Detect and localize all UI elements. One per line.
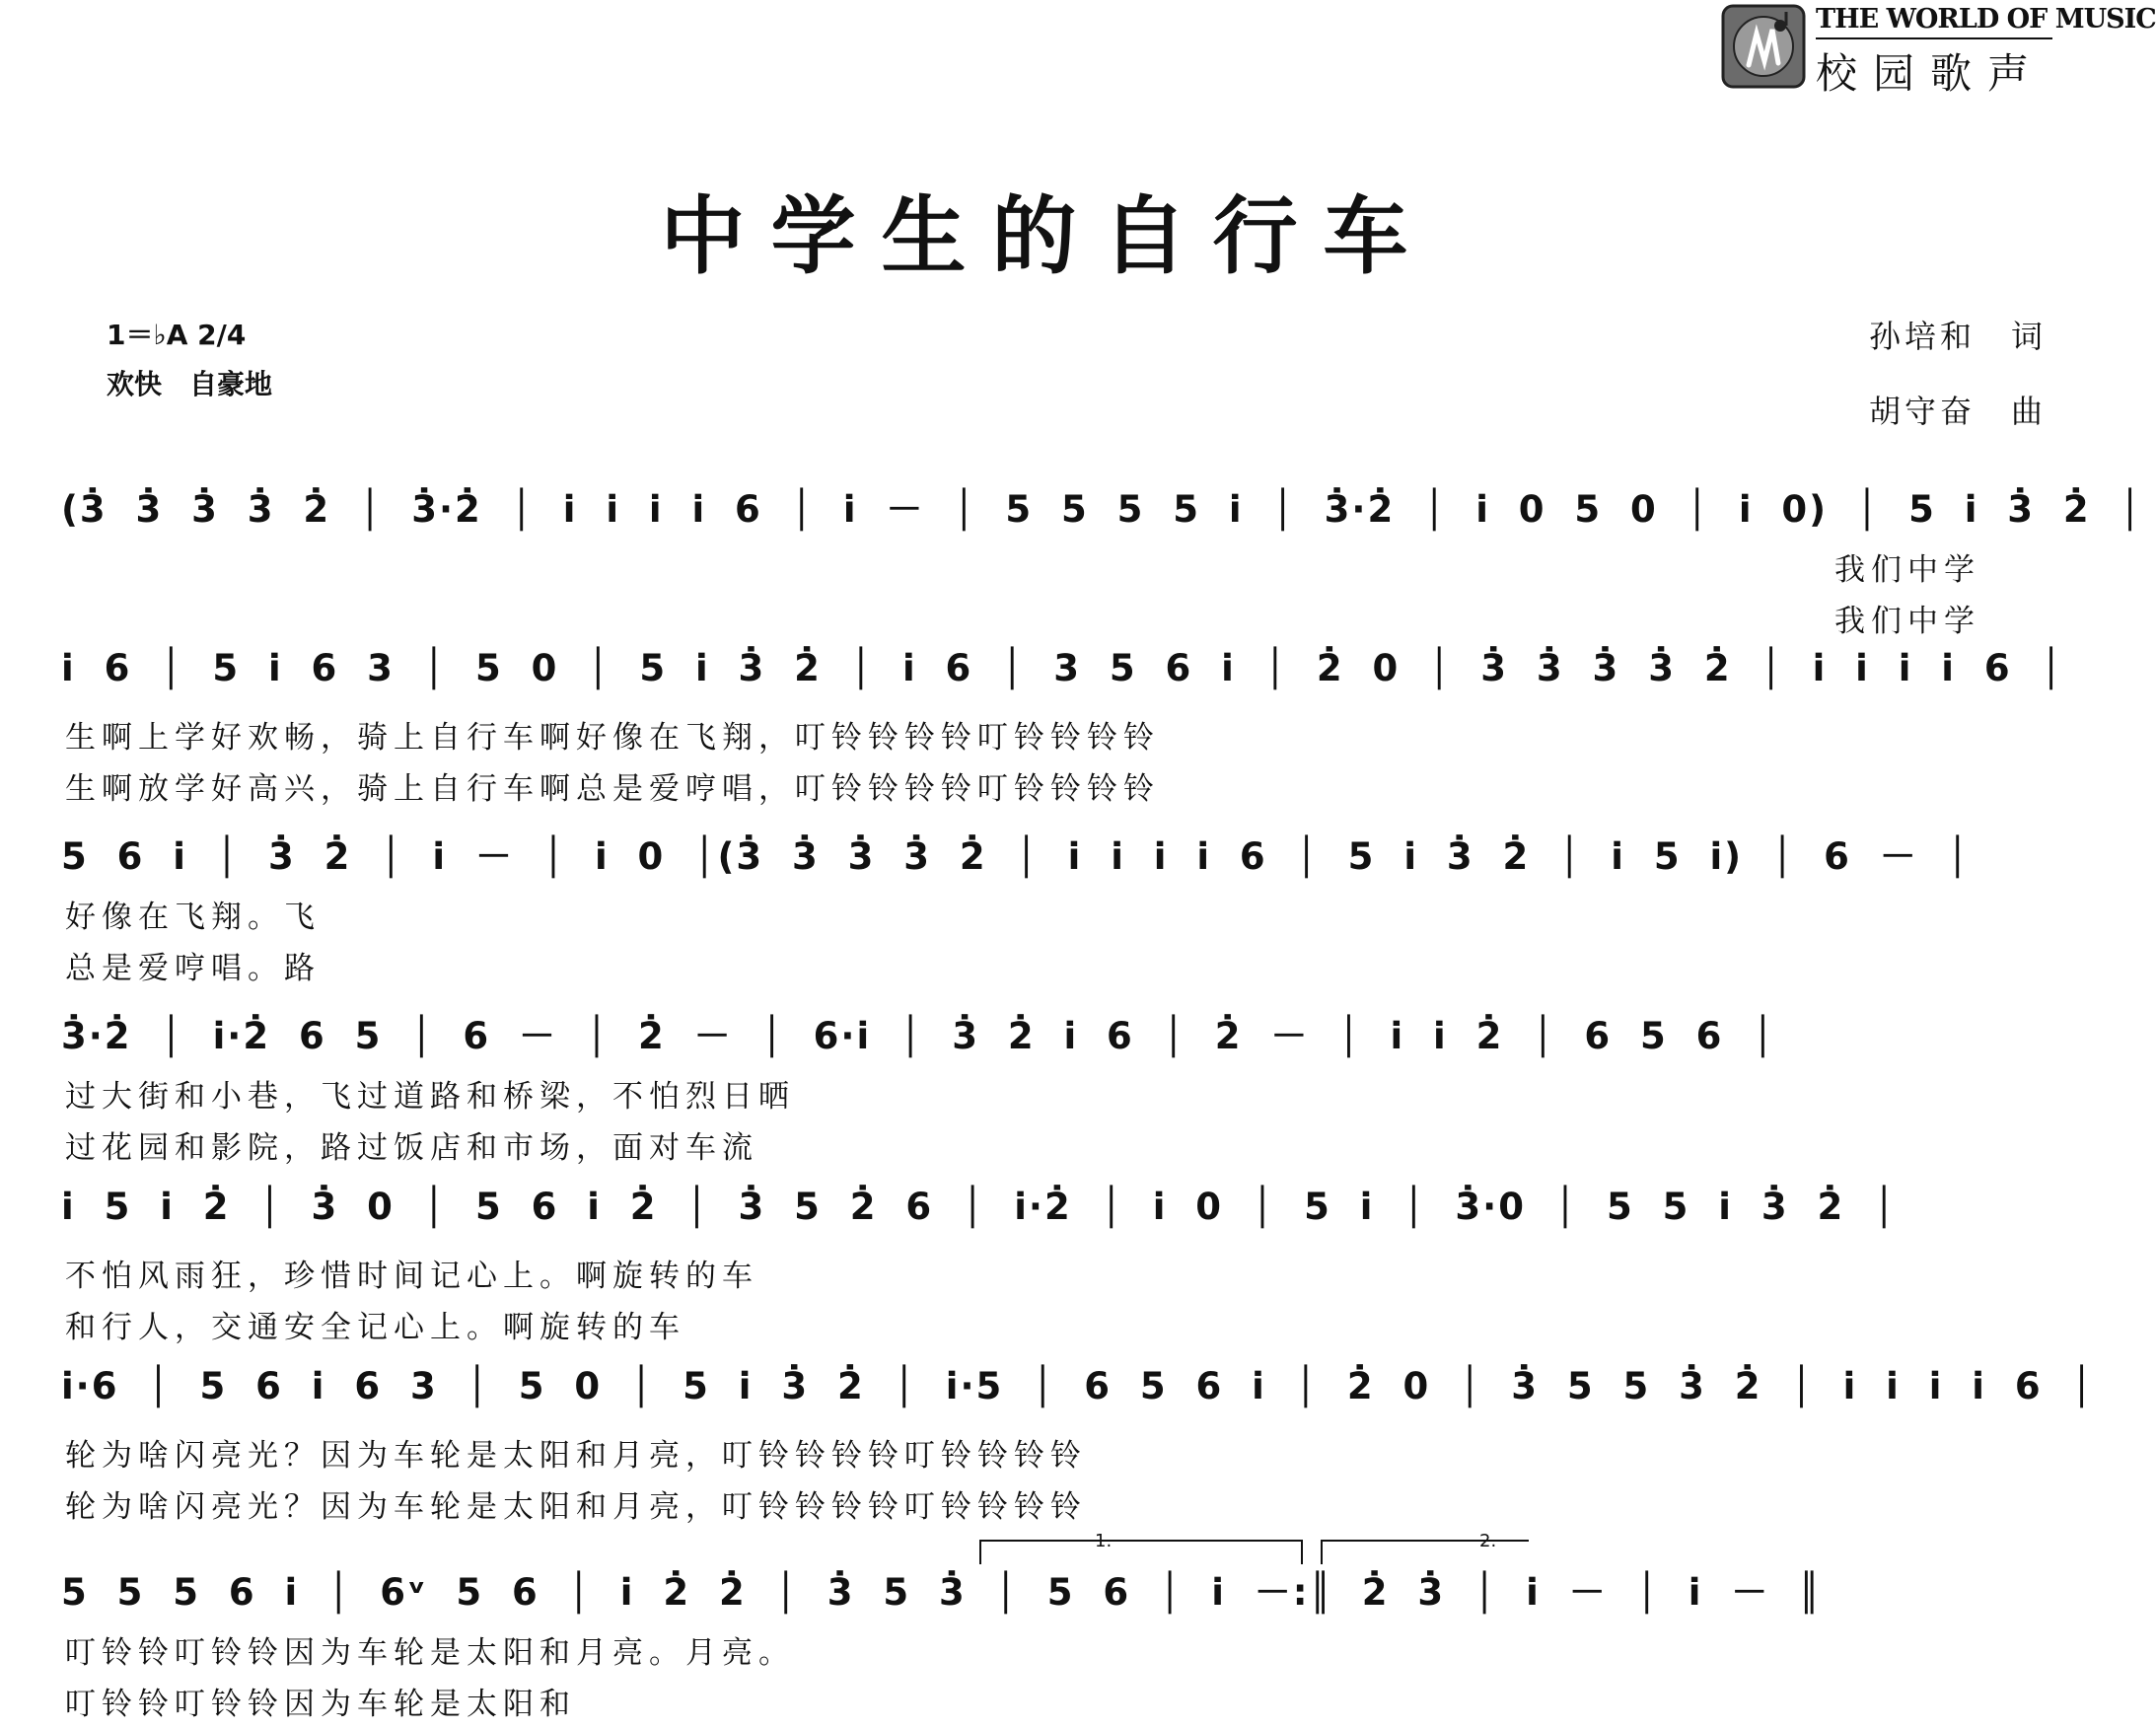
notation-line-6: i̇·6 │ 5 6 i̇ 6 3 │ 5 0 │ 5 i̇ 3̇ 2̇ │ i̇·5 │ 6 5 6 i̇ │ 2̇ 0 │ 3̇ 5 5 3̇ 2̇ │ i̇ i̇ i̇ i̇ 6 │ (61, 1365, 2095, 1407)
second-ending-bracket (1322, 1541, 1529, 1564)
key-signature: 1＝♭A 2/4 (107, 319, 247, 351)
lyric-line-4-verse-2: 过花园和影院，路过饭店和市场，面对车流 (65, 1130, 758, 1166)
publication-logo (1721, 0, 2156, 98)
volta-1-label: 1. (1095, 1531, 1113, 1551)
logo-divider (1816, 37, 2052, 39)
lyric-line-7-verse-2: 叮铃铃叮铃铃因为车轮是太阳和 (65, 1687, 576, 1722)
lyric-line-5-verse-1: 不怕风雨狂，珍惜时间记心上。啊旋转的车 (65, 1259, 758, 1294)
notation-line-2: i̇ 6 │ 5 i̇ 6 3 │ 5 0 │ 5 i̇ 3̇ 2̇ │ i̇ 6 │ 3 5 6 i̇ │ 2̇ 0 │ 3̇ 3̇ 3̇ 3̇ 2̇ │ i̇ i̇ i̇ i̇ 6 │ (61, 647, 2064, 689)
song-title: 中学生的自行车 (660, 187, 1434, 286)
notation-line-7: 5 5 5 6 i̇ │ 6ᵛ 5 6 │ i̇ 2̇ 2̇ │ 3̇ 5 3̇ │ 5 6 │ i̇ －:║ 2̇ 3̇ │ i̇ － │ i̇ － ║ (61, 1571, 1823, 1614)
lyric-line-6-verse-2: 轮为啥闪亮光？因为车轮是太阳和月亮，叮铃铃铃铃叮铃铃铃铃 (65, 1489, 1087, 1525)
notation-line-1: (3̇ 3̇ 3̇ 3̇ 2̇ │ 3̇·2̇ │ i̇ i̇ i̇ i̇ 6 │ i̇ － │ 5 5 5 5 i̇ │ 3̇·2̇ │ i̇ 0 5 0 │ i̇ 0) │ 5 i̇ 3̇ 2̇ │ (61, 488, 2143, 531)
lyricist-credit: 孙培和 词 (1868, 318, 2047, 355)
lyric-line-2-verse-2: 生啊放学好高兴，骑上自行车啊总是爱哼唱，叮铃铃铃铃叮铃铃铃铃 (65, 771, 1160, 807)
volta-2-label: 2. (1479, 1531, 1497, 1551)
notation-line-3: 5 6 i̇ │ 3̇ 2̇ │ i̇ － │ i̇ 0 │(3̇ 3̇ 3̇ 3̇ 2̇ │ i̇ i̇ i̇ i̇ 6 │ 5 i̇ 3̇ 2̇ │ i̇ 5 i̇) │ 6 － │ (61, 835, 1971, 878)
notation-line-4: 3̇·2̇ │ i̇·2̇ 6 5 │ 6 － │ 2̇ － │ 6·i̇ │ 3̇ 2̇ i̇ 6 │ 2̇ － │ i̇ i̇ 2̇ │ 6 5 6 │ (61, 1015, 1776, 1057)
tempo-marking: 欢快 自豪地 (107, 368, 273, 400)
music-hands-emblem-icon (1721, 4, 1806, 89)
lyric-line-1-verse-2: 我们中学 (1834, 604, 1980, 639)
logo-chinese-text: 校园歌声 (1816, 49, 2046, 98)
lyric-line-7-verse-1: 叮铃铃叮铃铃因为车轮是太阳和月亮。月亮。 (65, 1635, 795, 1671)
lyric-line-2-verse-1: 生啊上学好欢畅，骑上自行车啊好像在飞翔，叮铃铃铃铃叮铃铃铃铃 (65, 720, 1160, 756)
first-ending-bracket (980, 1541, 1302, 1564)
lyric-line-5-verse-2: 和行人，交通安全记心上。啊旋转的车 (65, 1310, 685, 1345)
lyric-line-4-verse-1: 过大街和小巷，飞过道路和桥梁，不怕烈日晒 (65, 1079, 795, 1115)
lyric-line-3-verse-1: 好像在飞翔。飞 (65, 900, 321, 935)
lyric-line-3-verse-2: 总是爱哼唱。路 (65, 951, 321, 986)
composer-credit: 胡守奋 曲 (1868, 393, 2047, 430)
lyric-line-1-verse-1: 我们中学 (1834, 552, 1980, 588)
lyric-line-6-verse-1: 轮为啥闪亮光？因为车轮是太阳和月亮，叮铃铃铃铃叮铃铃铃铃 (65, 1438, 1087, 1474)
notation-line-5: i̇ 5 i̇ 2̇ │ 3̇ 0 │ 5 6 i̇ 2̇ │ 3̇ 5 2̇ 6 │ i̇·2̇ │ i̇ 0 │ 5 i̇ │ 3̇·0 │ 5 5 i̇ 3̇ 2̇ │ (61, 1186, 1898, 1228)
logo-english-text: THE WORLD OF MUSIC (1816, 4, 2156, 35)
